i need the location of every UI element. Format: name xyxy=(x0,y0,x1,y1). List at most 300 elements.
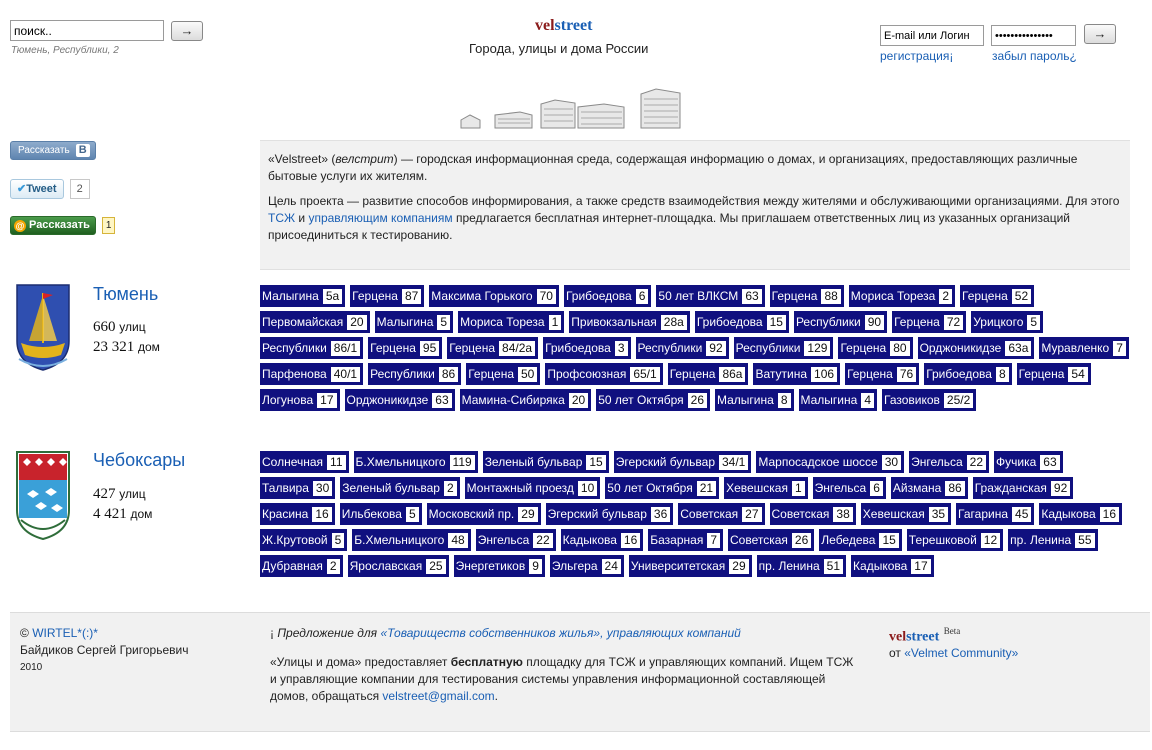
address-street: Грибоедова xyxy=(926,367,992,381)
address-house-number: 27 xyxy=(742,507,761,522)
address-tag[interactable] xyxy=(483,451,609,473)
address-house-number: 12 xyxy=(981,533,1000,548)
address-house-number: 30 xyxy=(882,455,901,470)
address-house-number: 65/1 xyxy=(630,367,659,382)
address-tag[interactable] xyxy=(260,285,345,307)
address-tag[interactable] xyxy=(466,363,540,385)
address-street: Ж.Крутовой xyxy=(262,533,328,547)
address-street: пр. Ленина xyxy=(1010,533,1072,547)
address-tag[interactable] xyxy=(429,285,559,307)
address-street: Кадыкова xyxy=(853,559,908,573)
address-street: Малыгина xyxy=(262,289,319,303)
address-house-number: 86 xyxy=(439,367,458,382)
address-house-number: 26 xyxy=(792,533,811,548)
address-tag[interactable] xyxy=(838,337,912,359)
address-street: Талвира xyxy=(262,481,309,495)
address-street: 50 лет Октября xyxy=(607,481,693,495)
address-house-number: 36 xyxy=(651,507,670,522)
address-street: Монтажный проезд xyxy=(466,481,574,495)
address-house-number: 70 xyxy=(537,289,556,304)
address-street: Айзмана xyxy=(892,481,942,495)
address-street: Герцена xyxy=(894,315,940,329)
address-house-number: 92 xyxy=(1051,481,1070,496)
footer-copyright: © WIRTEL*(:)* Байдиков Сергей Григорьевич 2010 xyxy=(20,625,188,676)
address-tag[interactable] xyxy=(715,389,794,411)
offer-body: «Улицы и дома» предоставляет бесплатную площадку для ТСЖ и управляющих компаний. Ищем ТСЖ и управляющие компании для тестирования системы управления информационной составляющей домов, обращаться velstreet@gmail.com. xyxy=(270,655,854,703)
address-street: пр. Ленина xyxy=(758,559,820,573)
address-street: Советская xyxy=(680,507,739,521)
address-street: Грибоедова xyxy=(696,315,763,329)
beta-label: Beta xyxy=(943,626,961,636)
intro-pronunciation: велстрит xyxy=(335,152,394,166)
management-companies-link[interactable]: управляющим компаниям xyxy=(308,211,453,225)
address-street: Орджоникидзе xyxy=(919,341,1002,355)
address-tag[interactable] xyxy=(260,363,363,385)
address-house-number: 25 xyxy=(426,559,445,574)
address-street: Привокзальная xyxy=(571,315,657,329)
address-house-number: 15 xyxy=(586,455,605,470)
address-tag[interactable] xyxy=(550,555,624,577)
address-house-number: 3 xyxy=(615,341,628,356)
address-house-number: 6 xyxy=(870,481,883,496)
mailru-icon: @ xyxy=(15,220,25,231)
address-street: Кадыкова xyxy=(1041,507,1096,521)
address-house-number: 5 xyxy=(1027,315,1040,330)
address-street: Республики xyxy=(637,341,703,355)
address-tag[interactable] xyxy=(375,311,454,333)
address-street: Герцена xyxy=(847,367,893,381)
address-tag[interactable] xyxy=(724,477,808,499)
address-street: Ильбекова xyxy=(341,507,402,521)
streets-label: улиц xyxy=(119,487,146,501)
footer-author: Байдиков Сергей Григорьевич xyxy=(20,643,189,657)
logo-vel: vel xyxy=(535,17,555,34)
address-tag[interactable] xyxy=(596,389,710,411)
address-street: Грибоедова xyxy=(565,289,632,303)
address-street: Эгерский бульвар xyxy=(547,507,647,521)
address-street: 50 лет ВЛКСМ xyxy=(658,289,739,303)
address-house-number: 6 xyxy=(636,289,649,304)
address-house-number: 86/1 xyxy=(331,341,360,356)
address-tag[interactable] xyxy=(845,363,919,385)
logo-street: street xyxy=(554,17,593,34)
address-street: Хевешская xyxy=(862,507,925,521)
address-tag[interactable] xyxy=(851,555,934,577)
address-tag[interactable] xyxy=(756,451,904,473)
address-street: Базарная xyxy=(650,533,704,547)
address-house-number: 80 xyxy=(890,341,909,356)
address-house-number: 4 xyxy=(861,393,874,408)
address-tag[interactable] xyxy=(260,337,363,359)
address-tag[interactable] xyxy=(447,337,538,359)
wirtel-link[interactable]: WIRTEL*(:)* xyxy=(32,626,98,640)
address-house-number: 129 xyxy=(804,341,830,356)
address-house-number: 88 xyxy=(821,289,840,304)
address-house-number: 8 xyxy=(778,393,791,408)
address-tag[interactable] xyxy=(924,363,1011,385)
address-tag[interactable] xyxy=(460,389,592,411)
address-tag[interactable] xyxy=(668,363,749,385)
address-tag[interactable] xyxy=(882,389,976,411)
address-street: Республики xyxy=(735,341,801,355)
address-tag[interactable] xyxy=(1017,363,1091,385)
address-tag[interactable] xyxy=(614,451,752,473)
address-house-number: 63а xyxy=(1005,341,1031,356)
address-street: Урицкого xyxy=(973,315,1024,329)
footer-brand: velstreet $^{Beta}$ от «Velmet Community» xyxy=(889,626,1019,661)
address-street: Первомайская xyxy=(262,315,344,329)
address-house-number: 55 xyxy=(1075,533,1094,548)
address-house-number: 119 xyxy=(450,455,475,470)
address-street: Лебедева xyxy=(821,533,876,547)
address-house-number: 63 xyxy=(1040,455,1059,470)
address-tag[interactable] xyxy=(1008,529,1097,551)
address-house-number: 15 xyxy=(879,533,898,548)
address-house-number: 54 xyxy=(1068,367,1087,382)
address-tag[interactable] xyxy=(770,503,856,525)
address-street: Марпосадское шоссе xyxy=(758,455,878,469)
address-house-number: 1 xyxy=(792,481,805,496)
address-street: Университетская xyxy=(630,559,726,573)
address-tag[interactable] xyxy=(1039,337,1129,359)
address-house-number: 35 xyxy=(929,507,948,522)
address-street: Газовиков xyxy=(884,393,940,407)
vk-share-label: Рассказать xyxy=(18,145,70,156)
address-house-number: 11 xyxy=(327,455,345,470)
address-street: Солнечная xyxy=(262,455,324,469)
city-link-tyumen[interactable]: Тюмень xyxy=(93,284,159,304)
address-house-number: 5 xyxy=(406,507,419,522)
address-tag[interactable] xyxy=(458,311,564,333)
address-street: Орджоникидзе xyxy=(346,393,429,407)
streets-count: 660 xyxy=(93,319,116,335)
address-street: Фучика xyxy=(996,455,1037,469)
address-tag[interactable] xyxy=(695,311,789,333)
address-house-number: 48 xyxy=(448,533,467,548)
address-street: Герцена xyxy=(370,341,416,355)
address-tag[interactable] xyxy=(368,337,442,359)
address-house-number: 92 xyxy=(706,341,725,356)
velmet-community-link[interactable]: «Velmet Community» xyxy=(904,646,1019,661)
address-street: Б.Хмельницкого xyxy=(354,533,445,547)
password-input[interactable] xyxy=(991,25,1076,46)
address-house-number: 5 xyxy=(437,315,450,330)
tweet-label: Tweet xyxy=(26,183,57,195)
address-house-number: 63 xyxy=(742,289,761,304)
search-input[interactable] xyxy=(10,20,164,41)
address-tag[interactable] xyxy=(819,529,902,551)
address-tag[interactable] xyxy=(340,477,459,499)
address-house-number: 29 xyxy=(518,507,537,522)
address-house-number: 2 xyxy=(939,289,952,304)
address-tag[interactable] xyxy=(973,477,1074,499)
address-tag[interactable] xyxy=(605,477,719,499)
address-house-number: 1 xyxy=(549,315,562,330)
address-street: Ярославская xyxy=(349,559,423,573)
houses-label: дом xyxy=(138,340,160,354)
address-street: Герцена xyxy=(669,367,716,381)
address-house-number: 2 xyxy=(444,481,457,496)
address-tag[interactable] xyxy=(678,503,764,525)
address-tag[interactable] xyxy=(564,285,651,307)
address-street: Герцена xyxy=(771,289,818,303)
address-tag[interactable] xyxy=(260,311,370,333)
buildings-illustration-icon xyxy=(458,88,684,130)
search-hint: Тюмень, Республики, 2 xyxy=(11,45,119,56)
address-tag[interactable] xyxy=(345,389,455,411)
tweet-button[interactable] xyxy=(10,179,64,199)
login-button[interactable]: → xyxy=(1084,24,1116,44)
address-tag[interactable] xyxy=(545,363,662,385)
address-street: Терешковой xyxy=(908,533,977,547)
twitter-bird-icon: ✔ xyxy=(17,183,27,195)
address-tag[interactable] xyxy=(569,311,690,333)
address-tag[interactable] xyxy=(340,503,422,525)
address-tag[interactable] xyxy=(956,503,1034,525)
address-house-number: 51 xyxy=(824,559,843,574)
address-house-number: 38 xyxy=(833,507,852,522)
houses-count: 4 421 xyxy=(93,506,127,522)
address-tag[interactable] xyxy=(960,285,1034,307)
address-house-number: 22 xyxy=(533,533,552,548)
address-house-number: 28а xyxy=(661,315,687,330)
forgot-password-link[interactable]: забыл пароль¿ xyxy=(992,49,1077,63)
email-link[interactable]: velstreet@gmail.com xyxy=(382,689,495,703)
address-house-number: 26 xyxy=(688,393,707,408)
address-house-number: 90 xyxy=(865,315,884,330)
address-street: Республики xyxy=(795,315,861,329)
address-street: Мамина-Сибиряка xyxy=(461,393,565,407)
address-tag[interactable] xyxy=(561,529,644,551)
address-tag[interactable] xyxy=(260,451,349,473)
address-house-number: 86 xyxy=(945,481,964,496)
login-input[interactable] xyxy=(880,25,984,46)
address-tag[interactable] xyxy=(892,311,966,333)
address-tag[interactable] xyxy=(971,311,1043,333)
address-tag[interactable] xyxy=(427,503,541,525)
intro-block xyxy=(260,140,1130,270)
address-tag[interactable] xyxy=(260,477,335,499)
vk-icon: B xyxy=(76,144,90,157)
address-street: Герцена xyxy=(352,289,398,303)
address-tag[interactable] xyxy=(260,555,343,577)
mailru-share-label: Рассказать xyxy=(29,219,90,231)
intro-paragraph-1: «Velstreet» (велстрит) — городская информационная среда, содержащая информацию о домах, и организациях, предоставляющих различные бытовые услуги их жителям. xyxy=(268,152,1078,183)
search-button[interactable]: → xyxy=(171,21,203,41)
address-house-number: 17 xyxy=(317,393,336,408)
address-house-number: 16 xyxy=(621,533,640,548)
address-house-number: 2 xyxy=(327,559,340,574)
address-street: Герцена xyxy=(449,341,496,355)
address-street: 50 лет Октября xyxy=(598,393,684,407)
address-house-number: 10 xyxy=(578,481,597,496)
address-street: Эльгера xyxy=(551,559,598,573)
address-street: Кадыкова xyxy=(562,533,617,547)
address-street: Энергетиков xyxy=(455,559,526,573)
address-street: Мориса Тореза xyxy=(460,315,545,329)
address-street: Максима Горького xyxy=(431,289,533,303)
address-house-number: 15 xyxy=(767,315,786,330)
address-house-number: 63 xyxy=(432,393,451,408)
address-house-number: 16 xyxy=(1100,507,1119,522)
address-tag[interactable] xyxy=(753,363,840,385)
address-house-number: 40/1 xyxy=(331,367,360,382)
address-tag[interactable] xyxy=(909,451,989,473)
address-tag[interactable] xyxy=(794,311,887,333)
footer-offer: ¡ Предложение для «Товариществ собственников жилья», управляющих компаний «Улицы и дома» предоставляет бесплатную площадку для ТСЖ и управляющих компаний. Ищем ТСЖ и управляющие компании для тестирования системы управления информационной составляющей домов, обращаться velstreet@gmail.com. xyxy=(270,625,860,705)
address-street: Герцена xyxy=(840,341,887,355)
city-stats-tyumen xyxy=(93,317,160,357)
address-house-number: 5а xyxy=(323,289,342,304)
address-house-number: 30 xyxy=(313,481,332,496)
address-house-number: 84/2а xyxy=(499,341,535,356)
address-street: Логунова xyxy=(262,393,314,407)
address-tag[interactable] xyxy=(907,529,1003,551)
address-tag[interactable] xyxy=(454,555,545,577)
address-tag[interactable] xyxy=(348,555,449,577)
address-street: Парфенова xyxy=(262,367,327,381)
address-street: Грибоедова xyxy=(545,341,611,355)
address-tag[interactable] xyxy=(354,451,478,473)
address-house-number: 45 xyxy=(1012,507,1031,522)
address-tag[interactable] xyxy=(543,337,630,359)
address-street: Республики xyxy=(262,341,327,355)
address-house-number: 5 xyxy=(332,533,345,548)
address-house-number: 76 xyxy=(897,367,916,382)
vk-share-button[interactable] xyxy=(10,141,96,160)
address-street: Герцена xyxy=(962,289,1008,303)
address-street: Красина xyxy=(262,507,309,521)
mailru-share-count: 1 xyxy=(102,217,116,234)
address-tag[interactable] xyxy=(465,477,601,499)
address-tag[interactable] xyxy=(546,503,674,525)
address-house-number: 7 xyxy=(1113,341,1126,356)
footer-year: 2010 xyxy=(20,662,43,673)
address-list-tyumen xyxy=(260,285,1130,411)
address-street: Советская xyxy=(730,533,788,547)
address-tag[interactable] xyxy=(648,529,723,551)
streets-label: улиц xyxy=(119,320,146,334)
address-tag[interactable] xyxy=(861,503,951,525)
address-house-number: 22 xyxy=(967,455,986,470)
address-house-number: 29 xyxy=(729,559,748,574)
address-street: Зеленый бульвар xyxy=(484,455,583,469)
address-street: Гагарина xyxy=(958,507,1009,521)
intro-paragraph-2: Цель проекта — развитие способов информирования, а также средств взаимодействия между жителями и обслуживающими организациями. Для этого ТСЖ и управляющим компаниям предлагается бесплатная интернет-площадка. Мы приглашаем ответственных лиц из указанных организаций присоединиться к тестированию. xyxy=(268,194,1120,242)
address-street: Гражданская xyxy=(974,481,1047,495)
address-tag[interactable] xyxy=(728,529,814,551)
houses-label: дом xyxy=(130,507,153,521)
address-tag[interactable] xyxy=(368,363,461,385)
site-logo[interactable] xyxy=(535,17,592,35)
address-tag[interactable] xyxy=(350,285,424,307)
address-house-number: 87 xyxy=(402,289,421,304)
cheboksary-coat-of-arms-icon xyxy=(15,450,71,540)
address-house-number: 21 xyxy=(697,481,716,496)
mailru-share-button[interactable] xyxy=(10,216,96,235)
address-tag[interactable] xyxy=(656,285,764,307)
address-street: Энгельса xyxy=(911,455,963,469)
address-tag[interactable] xyxy=(757,555,846,577)
address-house-number: 72 xyxy=(944,315,963,330)
address-tag[interactable] xyxy=(849,285,955,307)
address-house-number: 95 xyxy=(420,341,439,356)
address-tag[interactable] xyxy=(352,529,470,551)
address-house-number: 50 xyxy=(518,367,537,382)
address-tag[interactable] xyxy=(770,285,844,307)
address-street: Герцена xyxy=(1018,367,1065,381)
address-tag[interactable] xyxy=(260,389,340,411)
address-tag[interactable] xyxy=(994,451,1063,473)
address-house-number: 7 xyxy=(707,533,720,548)
address-house-number: 25/2 xyxy=(944,393,973,408)
address-street: Московский пр. xyxy=(428,507,515,521)
register-link[interactable]: регистрация¡ xyxy=(880,49,954,63)
offer-text: Предложение для xyxy=(277,626,378,640)
address-tag[interactable] xyxy=(476,529,556,551)
address-house-number: 9 xyxy=(529,559,542,574)
site-tagline: Города, улицы и дома России xyxy=(469,41,649,56)
address-tag[interactable] xyxy=(799,389,878,411)
address-street: Муравленко xyxy=(1041,341,1110,355)
address-tag[interactable] xyxy=(260,529,347,551)
address-house-number: 20 xyxy=(347,315,366,330)
address-house-number: 34/1 xyxy=(719,455,748,470)
tyumen-coat-of-arms-icon xyxy=(15,283,71,371)
address-street: Малыгина xyxy=(800,393,858,407)
address-tag[interactable] xyxy=(734,337,834,359)
houses-count: 23 321 xyxy=(93,339,135,355)
address-street: Советская xyxy=(771,507,830,521)
address-street: Ватутина xyxy=(755,367,808,381)
address-list-cheboksary xyxy=(260,451,1130,577)
tweet-count: 2 xyxy=(70,179,90,199)
address-street: Малыгина xyxy=(717,393,774,407)
address-house-number: 8 xyxy=(996,367,1009,382)
address-tag[interactable] xyxy=(260,503,335,525)
address-tag[interactable] xyxy=(636,337,729,359)
address-tag[interactable] xyxy=(918,337,1035,359)
streets-count: 427 xyxy=(93,486,116,502)
address-house-number: 52 xyxy=(1012,289,1031,304)
address-house-number: 106 xyxy=(811,367,837,382)
city-stats-cheboksary xyxy=(93,484,152,524)
tsj-link[interactable]: ТСЖ xyxy=(268,211,296,225)
address-street: Эгерский бульвар xyxy=(615,455,715,469)
offer-link[interactable]: «Товариществ собственников жилья», управляющих компаний xyxy=(380,626,741,640)
address-tag[interactable] xyxy=(1039,503,1122,525)
address-house-number: 17 xyxy=(911,559,930,574)
address-street: Б.Хмельницкого xyxy=(355,455,446,469)
address-street: Хевешская xyxy=(726,481,788,495)
address-house-number: 86а xyxy=(719,367,745,382)
address-house-number: 24 xyxy=(602,559,621,574)
address-street: Мориса Тореза xyxy=(850,289,936,303)
address-street: Энгельса xyxy=(814,481,867,495)
address-street: Республики xyxy=(370,367,435,381)
address-street: Герцена xyxy=(468,367,514,381)
address-street: Зеленый бульвар xyxy=(342,481,440,495)
address-house-number: 20 xyxy=(569,393,588,408)
address-tag[interactable] xyxy=(813,477,886,499)
address-street: Дубравная xyxy=(262,559,323,573)
address-tag[interactable] xyxy=(891,477,968,499)
address-street: Профсоюзная xyxy=(547,367,627,381)
address-street: Энгельса xyxy=(477,533,530,547)
city-link-cheboksary[interactable]: Чебоксары xyxy=(93,450,186,470)
address-tag[interactable] xyxy=(629,555,752,577)
address-house-number: 16 xyxy=(312,507,331,522)
